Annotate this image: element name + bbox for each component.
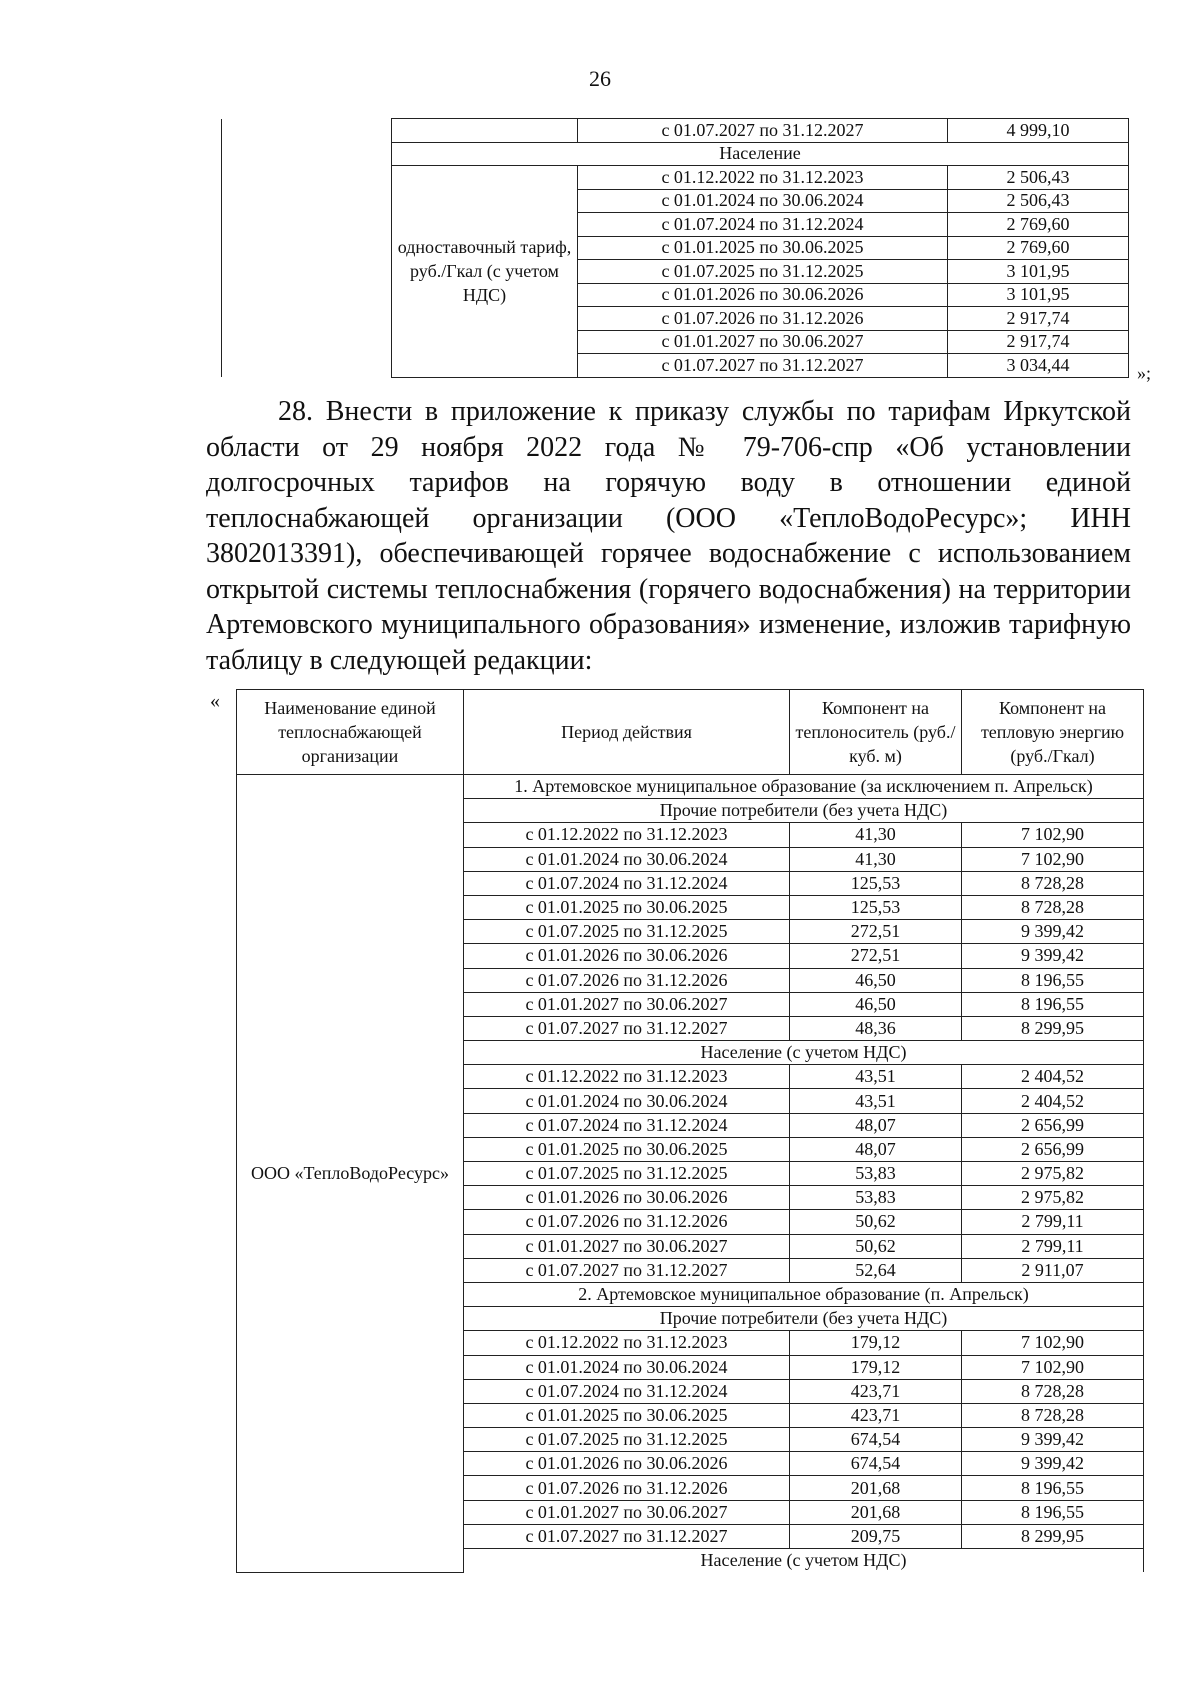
period-cell: с 01.07.2026 по 31.12.2026	[464, 1476, 790, 1500]
value-cell: 2 506,43	[948, 166, 1129, 190]
period-cell: с 01.01.2024 по 30.06.2024	[464, 1355, 790, 1379]
energy-cell: 8 299,95	[962, 1016, 1144, 1040]
energy-cell: 7 102,90	[962, 847, 1144, 871]
period-cell: с 01.07.2026 по 31.12.2026	[464, 1210, 790, 1234]
page-number: 26	[589, 66, 611, 91]
group-title: Население (с учетом НДС)	[464, 1549, 1144, 1573]
period-cell: с 01.01.2024 по 30.06.2024	[464, 1089, 790, 1113]
carrier-cell: 46,50	[790, 992, 962, 1016]
period-cell: с 01.07.2025 по 31.12.2025	[464, 1162, 790, 1186]
energy-cell: 2 911,07	[962, 1258, 1144, 1282]
period-cell: с 01.12.2022 по 31.12.2023	[464, 823, 790, 847]
period-cell: с 01.07.2025 по 31.12.2025	[578, 260, 948, 284]
carrier-cell: 201,68	[790, 1476, 962, 1500]
header-org: Наименование единой теплоснабжающей организации	[237, 690, 464, 775]
header-carrier: Компонент на теплоноситель (руб./куб. м)	[790, 690, 962, 775]
period-cell: с 01.01.2027 по 30.06.2027	[464, 992, 790, 1016]
carrier-cell: 201,68	[790, 1500, 962, 1524]
energy-cell: 2 404,52	[962, 1065, 1144, 1089]
carrier-cell: 41,30	[790, 823, 962, 847]
period-cell: с 01.01.2025 по 30.06.2025	[464, 895, 790, 919]
carrier-cell: 53,83	[790, 1186, 962, 1210]
period-cell: с 01.07.2027 по 31.12.2027	[464, 1524, 790, 1548]
header-energy: Компонент на тепловую энергию (руб./Гкал)	[962, 690, 1144, 775]
period-cell: с 01.12.2022 по 31.12.2023	[464, 1065, 790, 1089]
opening-quote: «	[210, 690, 220, 712]
carrier-cell: 53,83	[790, 1162, 962, 1186]
energy-cell: 2 656,99	[962, 1113, 1144, 1137]
period-cell: с 01.07.2027 по 31.12.2027	[464, 1016, 790, 1040]
carrier-cell: 209,75	[790, 1524, 962, 1548]
energy-cell: 2 799,11	[962, 1234, 1144, 1258]
amendment-paragraph	[206, 394, 1131, 678]
value-cell: 2 917,74	[948, 330, 1129, 354]
group-title: Население (с учетом НДС)	[464, 1041, 1144, 1065]
org-name: ООО «ТеплоВодоРесурс»	[237, 775, 464, 1573]
carrier-cell: 43,51	[790, 1089, 962, 1113]
carrier-cell: 48,07	[790, 1137, 962, 1161]
unit-label: одноставочный тариф, руб./Гкал (с учетом НДС)	[392, 166, 578, 378]
energy-cell: 8 196,55	[962, 968, 1144, 992]
table-row	[222, 119, 1129, 143]
period-cell: с 01.07.2024 по 31.12.2024	[464, 871, 790, 895]
carrier-cell: 272,51	[790, 944, 962, 968]
period-cell: с 01.01.2026 по 30.06.2026	[464, 1452, 790, 1476]
period-cell: с 01.07.2024 по 31.12.2024	[464, 1113, 790, 1137]
period-cell: с 01.07.2026 по 31.12.2026	[464, 968, 790, 992]
section-row	[237, 775, 1144, 799]
carrier-cell: 272,51	[790, 920, 962, 944]
blank-cell	[222, 119, 392, 378]
amendment-text: 28. Внести в приложение к приказу службы по тарифам Иркутской области от 29 ноября 2022 года № 79-706-спр «Об установлении долгосрочных тарифов на горячую воду в отношении единой теплоснабжающей организации (ООО «ТеплоВодоРесурс»; ИНН 3802013391), обеспечивающей горячее водоснабжение с использованием открытой системы теплоснабжения (горячего водоснабжения) на территории Артемовского муниципального образования» изменение, изложив тарифную таблицу в следующей редакции:	[206, 396, 1131, 676]
carrier-cell: 674,54	[790, 1428, 962, 1452]
header-period: Период действия	[464, 690, 790, 775]
energy-cell: 8 196,55	[962, 992, 1144, 1016]
carrier-cell: 50,62	[790, 1210, 962, 1234]
carrier-cell: 179,12	[790, 1331, 962, 1355]
energy-cell: 8 728,28	[962, 1403, 1144, 1427]
section-header: Население	[392, 142, 1129, 166]
carrier-cell: 43,51	[790, 1065, 962, 1089]
period-cell: с 01.01.2026 по 30.06.2026	[464, 1186, 790, 1210]
closing-quote: »;	[1137, 363, 1152, 383]
period-cell: с 01.01.2026 по 30.06.2026	[578, 283, 948, 307]
energy-cell: 8 728,28	[962, 1379, 1144, 1403]
energy-cell: 2 975,82	[962, 1162, 1144, 1186]
energy-cell: 2 656,99	[962, 1137, 1144, 1161]
value-cell: 2 506,43	[948, 189, 1129, 213]
energy-cell: 9 399,42	[962, 1452, 1144, 1476]
period-cell: с 01.07.2027 по 31.12.2027	[578, 354, 948, 378]
period-cell: с 01.01.2027 по 30.06.2027	[464, 1500, 790, 1524]
group-title: Прочие потребители (без учета НДС)	[464, 799, 1144, 823]
period-cell: с 01.07.2024 по 31.12.2024	[464, 1379, 790, 1403]
energy-cell: 9 399,42	[962, 920, 1144, 944]
tariff-table-continuation	[221, 118, 1129, 378]
energy-cell: 2 799,11	[962, 1210, 1144, 1234]
energy-cell: 7 102,90	[962, 1331, 1144, 1355]
period-cell: с 01.12.2022 по 31.12.2023	[578, 166, 948, 190]
group-title: Прочие потребители (без учета НДС)	[464, 1307, 1144, 1331]
period-cell: с 01.01.2025 по 30.06.2025	[578, 236, 948, 260]
carrier-cell: 46,50	[790, 968, 962, 992]
period-cell: с 01.01.2024 по 30.06.2024	[464, 847, 790, 871]
carrier-cell: 423,71	[790, 1403, 962, 1427]
carrier-cell: 50,62	[790, 1234, 962, 1258]
value-cell: 4 999,10	[948, 119, 1129, 143]
value-cell: 2 769,60	[948, 236, 1129, 260]
period-cell: с 01.07.2025 по 31.12.2025	[464, 920, 790, 944]
period-cell: с 01.01.2025 по 30.06.2025	[464, 1137, 790, 1161]
energy-cell: 9 399,42	[962, 1428, 1144, 1452]
section-title: 2. Артемовское муниципальное образование (п. Апрельск)	[464, 1282, 1144, 1306]
table-header-row	[237, 690, 1144, 775]
carrier-cell: 179,12	[790, 1355, 962, 1379]
period-cell: с 01.01.2025 по 30.06.2025	[464, 1403, 790, 1427]
carrier-cell: 125,53	[790, 895, 962, 919]
period-cell: с 01.07.2024 по 31.12.2024	[578, 213, 948, 237]
carrier-cell: 52,64	[790, 1258, 962, 1282]
value-cell: 3 101,95	[948, 283, 1129, 307]
period-cell: с 01.07.2026 по 31.12.2026	[578, 307, 948, 331]
carrier-cell: 48,36	[790, 1016, 962, 1040]
carrier-cell: 674,54	[790, 1452, 962, 1476]
blank-cell	[392, 119, 578, 143]
energy-cell: 2 975,82	[962, 1186, 1144, 1210]
period-cell: с 01.01.2024 по 30.06.2024	[578, 189, 948, 213]
period-cell: с 01.01.2027 по 30.06.2027	[464, 1234, 790, 1258]
energy-cell: 8 196,55	[962, 1476, 1144, 1500]
carrier-cell: 41,30	[790, 847, 962, 871]
value-cell: 2 917,74	[948, 307, 1129, 331]
period-cell: с 01.12.2022 по 31.12.2023	[464, 1331, 790, 1355]
energy-cell: 9 399,42	[962, 944, 1144, 968]
energy-cell: 8 728,28	[962, 871, 1144, 895]
period-cell: с 01.01.2027 по 30.06.2027	[578, 330, 948, 354]
period-cell: с 01.07.2027 по 31.12.2027	[578, 119, 948, 143]
carrier-cell: 423,71	[790, 1379, 962, 1403]
energy-cell: 7 102,90	[962, 1355, 1144, 1379]
energy-cell: 7 102,90	[962, 823, 1144, 847]
period-cell: с 01.01.2026 по 30.06.2026	[464, 944, 790, 968]
energy-cell: 8 728,28	[962, 895, 1144, 919]
tariff-table	[236, 689, 1144, 1573]
period-cell: с 01.07.2027 по 31.12.2027	[464, 1258, 790, 1282]
value-cell: 3 034,44	[948, 354, 1129, 378]
carrier-cell: 48,07	[790, 1113, 962, 1137]
energy-cell: 8 196,55	[962, 1500, 1144, 1524]
value-cell: 3 101,95	[948, 260, 1129, 284]
period-cell: с 01.07.2025 по 31.12.2025	[464, 1428, 790, 1452]
section-title: 1. Артемовское муниципальное образование (за исключением п. Апрельск)	[464, 775, 1144, 799]
carrier-cell: 125,53	[790, 871, 962, 895]
value-cell: 2 769,60	[948, 213, 1129, 237]
energy-cell: 8 299,95	[962, 1524, 1144, 1548]
energy-cell: 2 404,52	[962, 1089, 1144, 1113]
